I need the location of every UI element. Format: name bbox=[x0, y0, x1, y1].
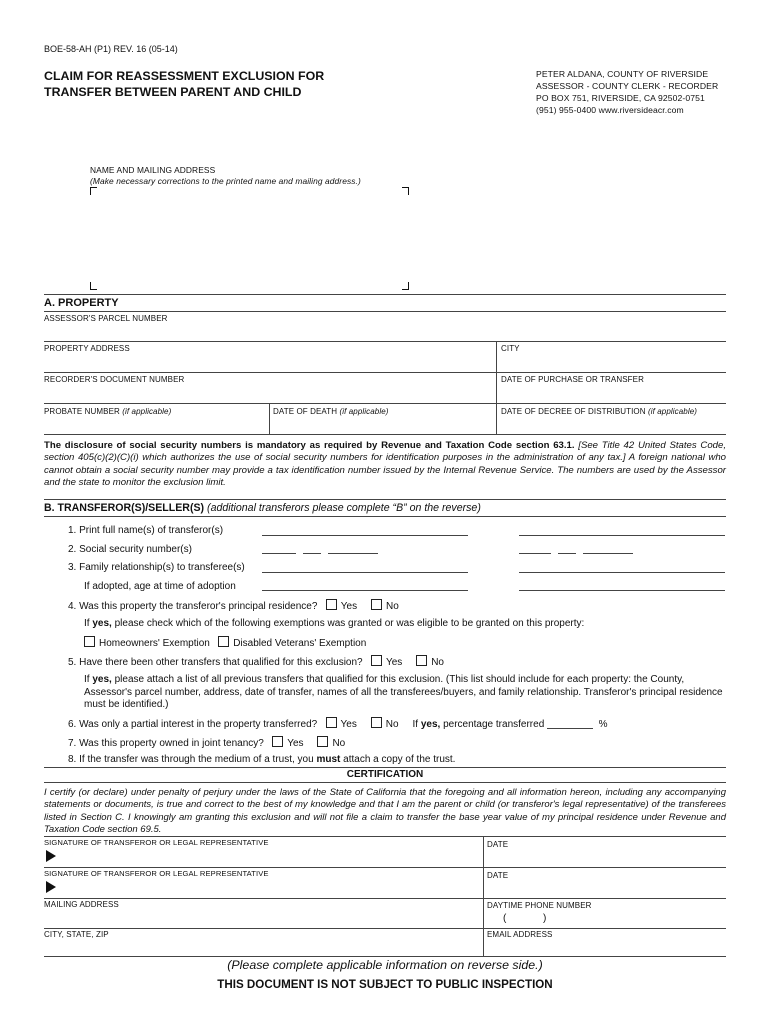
signature1-field[interactable] bbox=[60, 846, 480, 866]
q5-label: 5. Have there been other transfers that qualified for this exclusion? bbox=[68, 657, 363, 668]
address-window-corner-tr bbox=[402, 187, 409, 195]
signature-top-rule bbox=[44, 836, 726, 837]
q4-rest: please check which of the following exemptions was granted or was eligible to be granted on this property: bbox=[114, 618, 585, 629]
section-a-title: A. PROPERTY bbox=[44, 297, 119, 309]
q7-label: 7. Was this property owned in joint tenancy? bbox=[68, 738, 264, 749]
signature1-arrow-icon bbox=[46, 850, 56, 862]
q7-no-checkbox[interactable] bbox=[317, 736, 328, 747]
agency-block bbox=[536, 68, 718, 116]
probate-note: (if applicable) bbox=[122, 407, 172, 416]
q6-label: 6. Was only a partial interest in the property transferred? bbox=[68, 719, 318, 730]
exemption-row bbox=[84, 636, 366, 649]
q5-yes-bold: yes, bbox=[92, 674, 112, 685]
q6-no-checkbox[interactable] bbox=[371, 717, 382, 728]
mailing-address-note: (Make necessary corrections to the printed name and mailing address.) bbox=[90, 176, 361, 186]
decree-date-field[interactable] bbox=[501, 417, 725, 433]
q4-yes-bold: yes, bbox=[92, 618, 112, 629]
column-divider-middle bbox=[269, 403, 270, 434]
ssn2-part1-field[interactable] bbox=[519, 553, 551, 554]
form-title-line2: TRANSFER BETWEEN PARENT AND CHILD bbox=[44, 85, 302, 99]
death-label-text: DATE OF DEATH bbox=[273, 407, 338, 416]
address-window-corner-bl bbox=[90, 282, 97, 290]
phone-area-open: ( bbox=[503, 913, 507, 924]
q3b-label: If adopted, age at time of adoption bbox=[84, 581, 236, 592]
q7-row bbox=[68, 736, 345, 749]
ssn-notice-bold: The disclosure of social security numbers is mandatory as required by Revenue and Taxation Code section 63.1. bbox=[44, 440, 575, 451]
q3-relationship1-field[interactable] bbox=[262, 572, 468, 573]
phone-number-field[interactable] bbox=[550, 912, 725, 926]
q4-row bbox=[68, 599, 399, 612]
probate-number-label bbox=[44, 407, 171, 416]
date2-label: DATE bbox=[487, 871, 509, 880]
q1-label: 1. Print full name(s) of transferor(s) bbox=[68, 525, 224, 536]
q6-row bbox=[68, 717, 608, 730]
date2-field[interactable] bbox=[487, 881, 725, 897]
ssn1-part2-field[interactable] bbox=[303, 553, 321, 554]
section-a-top-rule bbox=[44, 294, 726, 295]
certification-top-rule bbox=[44, 767, 726, 768]
signature-rule-3 bbox=[44, 898, 726, 899]
decree-label-text: DATE OF DECREE OF DISTRIBUTION bbox=[501, 407, 646, 416]
q6-no-label: No bbox=[385, 719, 399, 730]
percent-sign: % bbox=[598, 719, 608, 730]
q6-percentage-label: percentage transferred bbox=[443, 719, 545, 730]
q4-if: If bbox=[84, 618, 90, 629]
mailing-address-area[interactable] bbox=[92, 198, 398, 278]
q1-transferor1-field[interactable] bbox=[262, 535, 468, 536]
q5-followup bbox=[84, 674, 726, 712]
signature2-label: SIGNATURE OF TRANSFEROR OR LEGAL REPRESENTATIVE bbox=[44, 869, 269, 878]
section-b-top-rule bbox=[44, 499, 726, 500]
signature1-label: SIGNATURE OF TRANSFEROR OR LEGAL REPRESENTATIVE bbox=[44, 838, 269, 847]
city-label: CITY bbox=[501, 344, 520, 353]
ssn2-part3-field[interactable] bbox=[583, 553, 633, 554]
veterans-exemption-label: Disabled Veterans' Exemption bbox=[233, 638, 367, 649]
property-address-label: PROPERTY ADDRESS bbox=[44, 344, 130, 353]
parcel-number-field[interactable] bbox=[44, 323, 726, 339]
agency-line1: PETER ALDANA, COUNTY OF RIVERSIDE bbox=[536, 69, 709, 79]
q4-label: 4. Was this property the transferor's principal residence? bbox=[68, 601, 318, 612]
section-b-title: B. TRANSFEROR(S)/SELLER(S) bbox=[44, 502, 205, 514]
percentage-transferred-field[interactable] bbox=[547, 728, 593, 729]
adoption-age1-field[interactable] bbox=[262, 590, 468, 591]
row-rule-3 bbox=[44, 403, 726, 404]
decree-date-label bbox=[501, 407, 697, 416]
form-title bbox=[44, 68, 324, 100]
q8-must: must bbox=[316, 754, 341, 765]
q5-row bbox=[68, 655, 444, 668]
homeowners-exemption-label: Homeowners' Exemption bbox=[99, 638, 210, 649]
q3-relationship2-field[interactable] bbox=[519, 572, 725, 573]
q7-yes-label: Yes bbox=[287, 738, 304, 749]
certification-text: I certify (or declare) under penalty of perjury under the laws of the State of California that the foregoing and all information hereon, including any accompanying statements or documents, is true and correct to the best of my knowledge and that I am the parent or child (or transferor's legal representative) of the transferees listed in Section C. I knowingly am granting this exclusion and will not file a claim to transfer the base year value of my principal residence under Revenue and Taxation Code section 69.5. bbox=[44, 787, 726, 836]
q8-row bbox=[68, 754, 455, 765]
email-address-input[interactable] bbox=[487, 940, 725, 955]
q5-no-checkbox[interactable] bbox=[416, 655, 427, 666]
email-address-label: EMAIL ADDRESS bbox=[487, 930, 553, 939]
q6-if: If bbox=[412, 719, 419, 730]
phone-area-code-field[interactable] bbox=[510, 912, 540, 926]
ssn2-part2-field[interactable] bbox=[558, 553, 576, 554]
q8-pre: 8. If the transfer was through the medium of a trust, you bbox=[68, 754, 314, 765]
date-of-death-field[interactable] bbox=[273, 417, 495, 433]
purchase-date-label: DATE OF PURCHASE OR TRANSFER bbox=[501, 375, 644, 384]
q7-no-label: No bbox=[332, 738, 346, 749]
form-title-line1: CLAIM FOR REASSESSMENT EXCLUSION FOR bbox=[44, 69, 325, 83]
veterans-exemption-checkbox[interactable] bbox=[218, 636, 229, 647]
daytime-phone-label: DAYTIME PHONE NUMBER bbox=[487, 901, 592, 910]
q6-yes-checkbox[interactable] bbox=[326, 717, 337, 728]
q5-yes-checkbox[interactable] bbox=[371, 655, 382, 666]
q1-transferor2-field[interactable] bbox=[519, 535, 725, 536]
q4-no-checkbox[interactable] bbox=[371, 599, 382, 610]
q6-yes-bold: yes, bbox=[420, 719, 441, 730]
q5-if: If bbox=[84, 674, 90, 685]
date1-field[interactable] bbox=[487, 850, 725, 866]
form-id: BOE-58-AH (P1) REV. 16 (05-14) bbox=[44, 44, 178, 54]
q7-yes-checkbox[interactable] bbox=[272, 736, 283, 747]
probate-number-field[interactable] bbox=[44, 417, 268, 433]
certification-title: CERTIFICATION bbox=[346, 769, 424, 780]
ssn1-part3-field[interactable] bbox=[328, 553, 378, 554]
date-of-death-label bbox=[273, 407, 389, 416]
recorder-document-label: RECORDER'S DOCUMENT NUMBER bbox=[44, 375, 185, 384]
phone-area-close: ) bbox=[543, 913, 547, 924]
signature-column-divider bbox=[483, 836, 484, 956]
mailing-address-field-label: MAILING ADDRESS bbox=[44, 900, 119, 909]
city-field[interactable] bbox=[501, 354, 725, 370]
q5-rest: please attach a list of all previous transfers that qualified for this exclusion. (This list should include for each property: the County, Assessor's parcel number, address, date of transfer, names of all the transferees/buyers, and family relationship. Transferor's principal residence must be identified.) bbox=[84, 674, 723, 711]
adoption-age2-field[interactable] bbox=[519, 590, 725, 591]
signature2-field[interactable] bbox=[60, 877, 480, 897]
q3-label: 3. Family relationship(s) to transferee(s) bbox=[68, 562, 245, 573]
decree-note: (if applicable) bbox=[647, 407, 698, 416]
q6-yes-label: Yes bbox=[340, 719, 357, 730]
column-divider-right bbox=[496, 341, 497, 434]
section-b-title-rule bbox=[44, 516, 726, 517]
probate-label-text: PROBATE NUMBER bbox=[44, 407, 120, 416]
address-window-corner-br bbox=[402, 282, 409, 290]
section-a-title-rule bbox=[44, 311, 726, 312]
address-window-corner-tl bbox=[90, 187, 97, 195]
q5-yes-label: Yes bbox=[385, 657, 403, 668]
section-b-header bbox=[44, 502, 481, 514]
signature-bottom-rule bbox=[44, 956, 726, 957]
recorder-document-field[interactable] bbox=[44, 385, 496, 401]
mailing-address-input[interactable] bbox=[44, 910, 480, 926]
date1-label: DATE bbox=[487, 840, 509, 849]
signature2-arrow-icon bbox=[46, 881, 56, 893]
q2-label: 2. Social security number(s) bbox=[68, 544, 192, 555]
purchase-date-field[interactable] bbox=[501, 385, 725, 401]
agency-line2: ASSESSOR - COUNTY CLERK - RECORDER bbox=[536, 81, 719, 91]
q5-no-label: No bbox=[431, 657, 444, 668]
homeowners-exemption-checkbox[interactable] bbox=[84, 636, 95, 647]
property-address-field[interactable] bbox=[44, 354, 496, 370]
mailing-address-label: NAME AND MAILING ADDRESS bbox=[90, 165, 216, 175]
death-note: (if applicable) bbox=[339, 407, 389, 416]
ssn-notice bbox=[44, 440, 726, 490]
reverse-side-note: (Please complete applicable information on reverse side.) bbox=[227, 958, 543, 972]
row-rule-1 bbox=[44, 341, 726, 342]
row-rule-4 bbox=[44, 434, 726, 435]
q4-yes-checkbox[interactable] bbox=[326, 599, 337, 610]
parcel-number-label: ASSESSOR'S PARCEL NUMBER bbox=[44, 314, 168, 323]
public-inspection-note: THIS DOCUMENT IS NOT SUBJECT TO PUBLIC INSPECTION bbox=[217, 978, 553, 991]
ssn-notice-italic: [See Title 42 United States Code, section 405(c)(2)(C)(i) which authorizes the use of social security numbers for identification purposes in the administration of any tax.] A foreign national who cannot obtain a social security number may provide a tax identification number issued by the Internal Revenue Service. The numbers are used by the Assessor and the state to monitor the exclusion limit. bbox=[44, 440, 726, 489]
agency-line4: (951) 955-0400 www.riversideacr.com bbox=[536, 105, 684, 115]
signature-rule-4 bbox=[44, 928, 726, 929]
certification-title-rule bbox=[44, 782, 726, 783]
signature-rule-2 bbox=[44, 867, 726, 868]
q8-post: attach a copy of the trust. bbox=[343, 754, 456, 765]
section-b-note: (additional transferors please complete “B” on the reverse) bbox=[207, 502, 481, 514]
row-rule-2 bbox=[44, 372, 726, 373]
ssn1-part1-field[interactable] bbox=[262, 553, 296, 554]
q4-followup bbox=[84, 618, 584, 629]
q4-no-label: No bbox=[386, 601, 399, 612]
city-state-zip-input[interactable] bbox=[44, 940, 480, 955]
city-state-zip-label: CITY, STATE, ZIP bbox=[44, 930, 109, 939]
q4-yes-label: Yes bbox=[340, 601, 358, 612]
agency-line3: PO BOX 751, RIVERSIDE, CA 92502-0751 bbox=[536, 93, 705, 103]
